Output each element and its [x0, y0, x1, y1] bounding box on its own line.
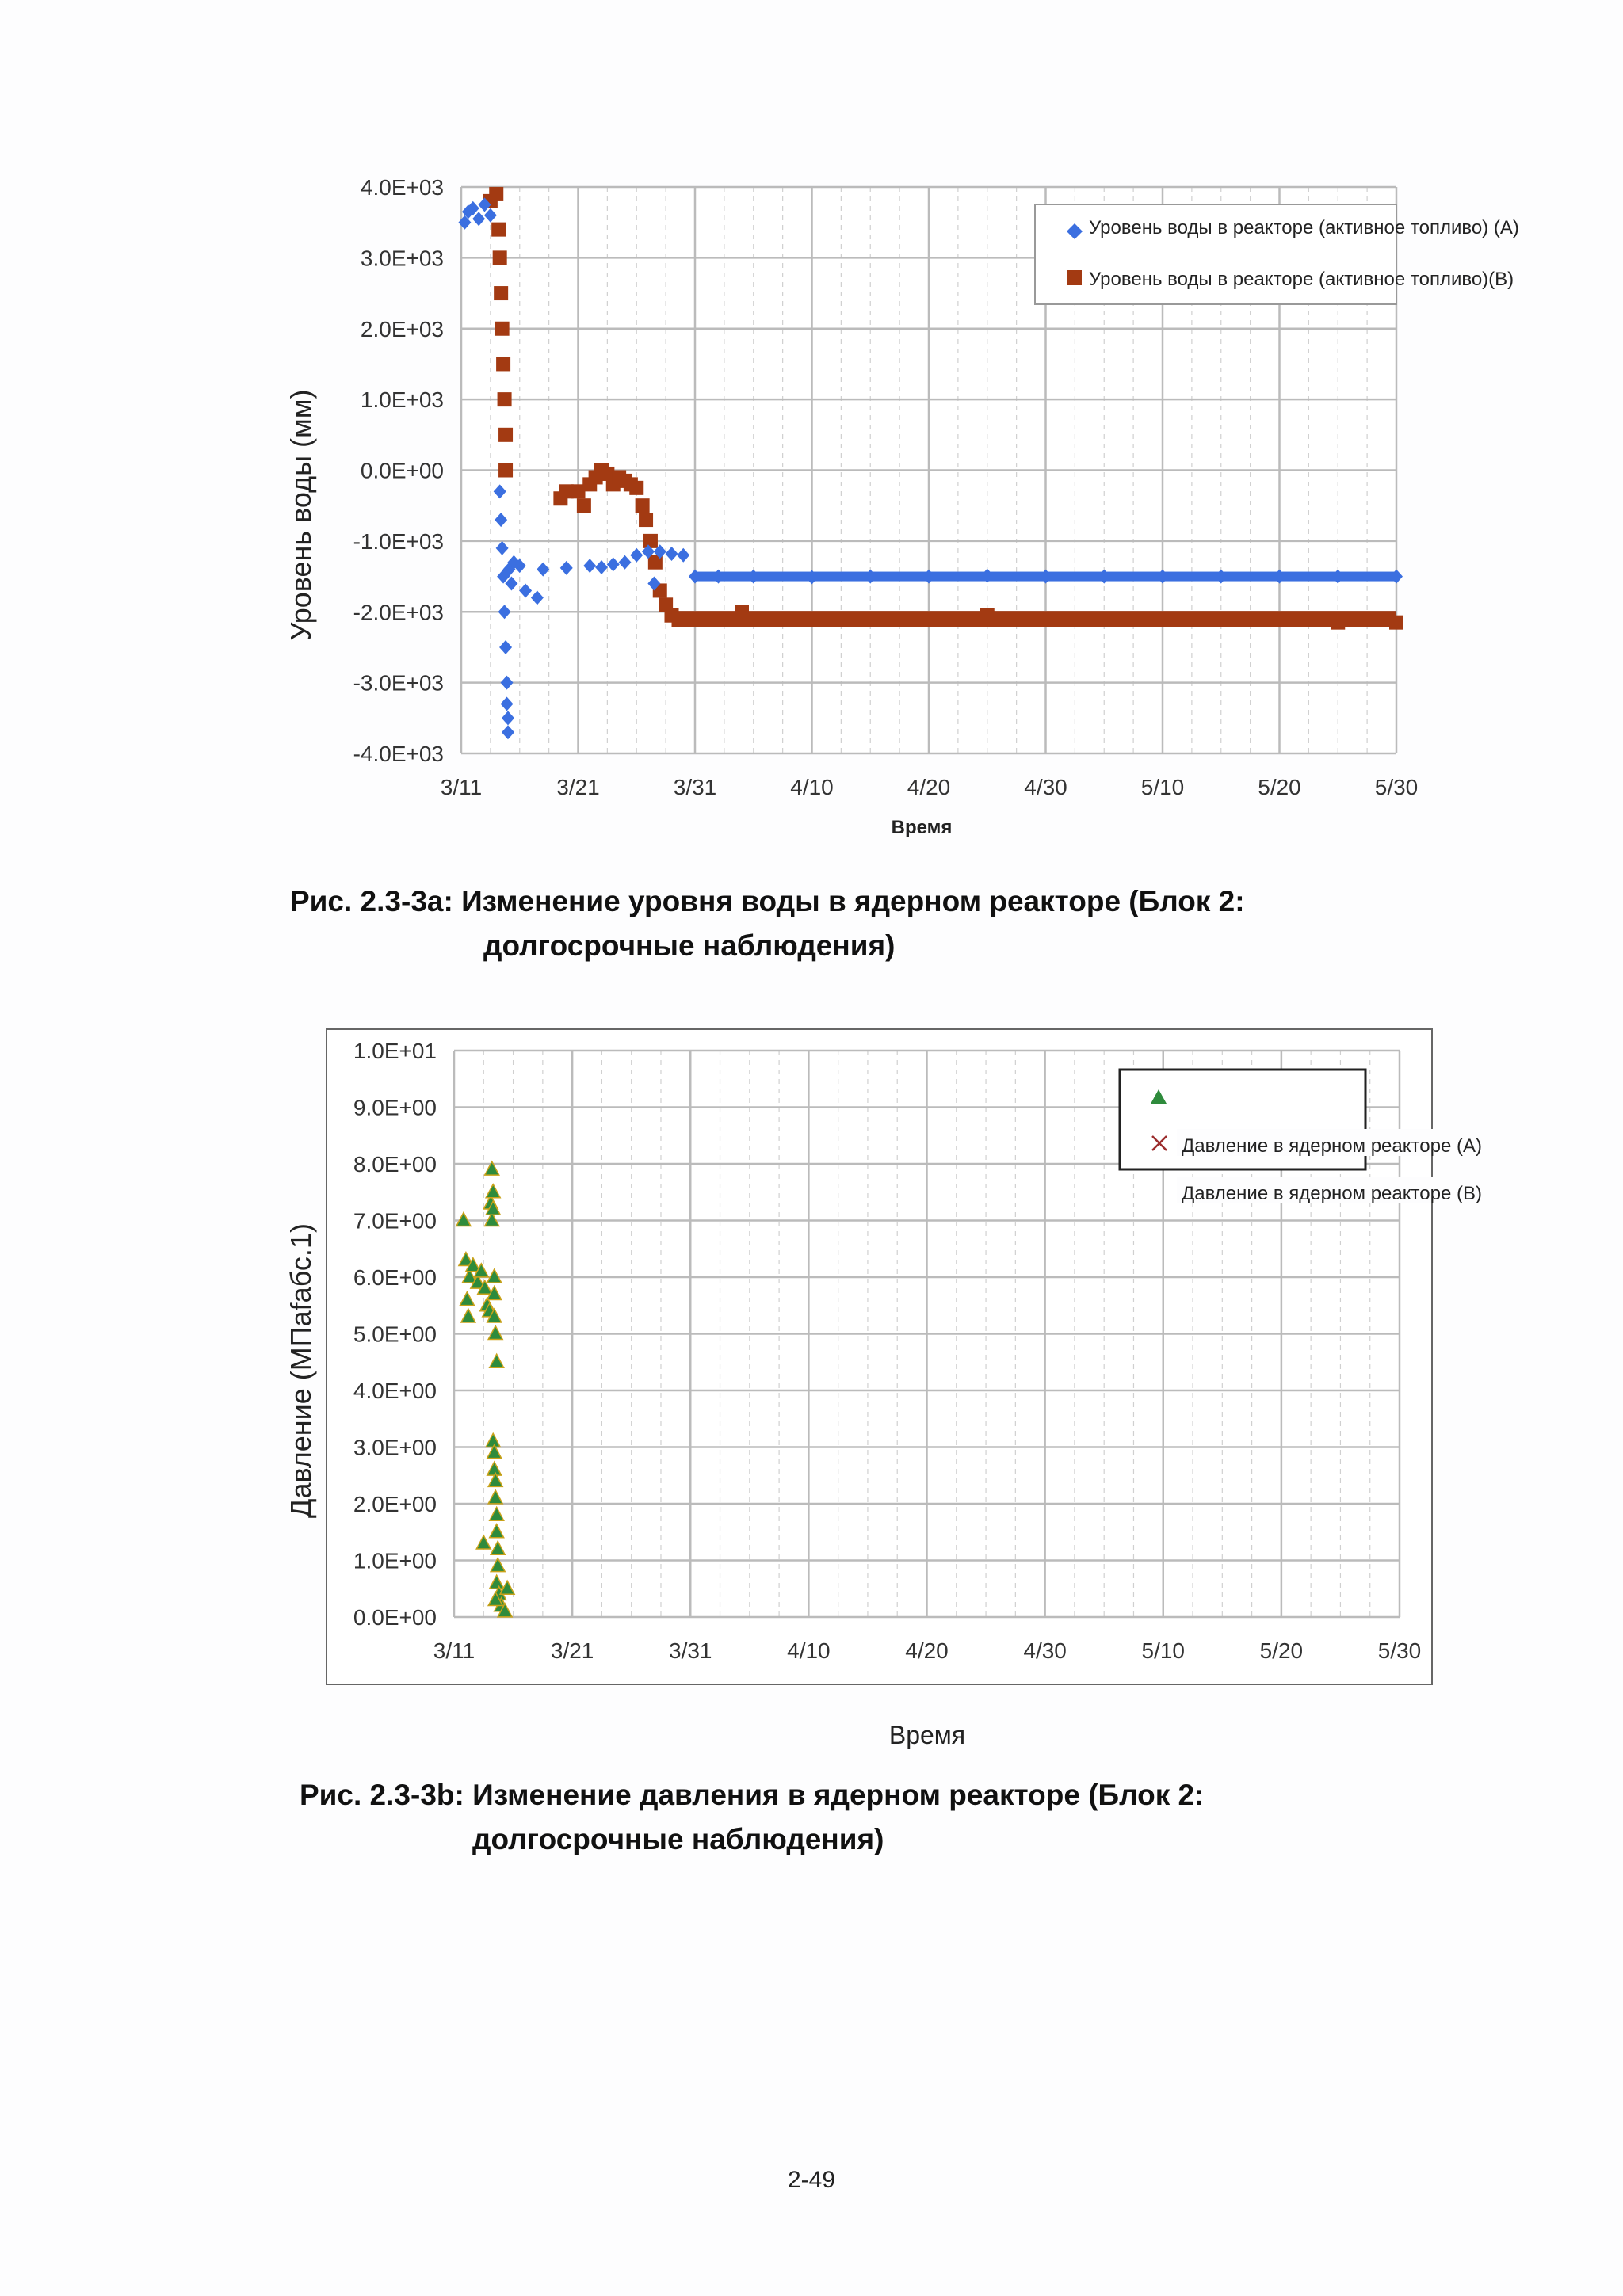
chart-b-x-tick-label: 5/10	[1141, 1638, 1185, 1663]
chart-a-x-tick-label: 4/10	[790, 775, 834, 799]
legend-a-label-b: Уровень воды в реакторе (активное топливо)(B)	[1089, 269, 1514, 290]
chart-a-point-b	[498, 428, 513, 442]
figure-b-caption-line2: долгосрочные наблюдения)	[472, 1823, 884, 1855]
legend-b-label-b: Давление в ядерном реакторе (B)	[1182, 1183, 1482, 1204]
chart-b-x-tick-label: 4/10	[787, 1638, 831, 1663]
chart-a-point-b	[577, 498, 591, 513]
legend-a-label-a: Уровень воды в реакторе (активное топливо) (A)	[1089, 217, 1519, 238]
legend-a-marker-square	[1067, 270, 1082, 285]
chart-a-x-tick-label: 5/30	[1374, 775, 1419, 799]
figure-b-caption-line1: Рис. 2.3-3b: Изменение давления в ядерном реакторе (Блок 2:	[300, 1779, 1205, 1811]
page-number: 2-49	[787, 2167, 836, 2193]
figure-b-caption	[300, 1773, 1204, 1862]
chart-b-y-tick-label: 0.0E+00	[353, 1605, 437, 1630]
chart-a-x-tick-label: 4/20	[907, 775, 951, 799]
chart-a-x-tick-label: 5/20	[1258, 775, 1301, 799]
legend-b-label-a: Давление в ядерном реакторе (A)	[1182, 1135, 1482, 1157]
chart-a-y-tick-label: 0.0E+00	[360, 458, 444, 483]
chart-b-ylabel: Давление (МПаfабс.1)	[285, 1223, 317, 1518]
chart-a-y-tick-label: -3.0E+03	[353, 670, 444, 696]
chart-a-point-b	[643, 534, 658, 548]
chart-a-point-b	[493, 250, 507, 265]
chart-b-y-tick-label: 7.0E+00	[353, 1208, 437, 1234]
chart-a-point-b	[495, 322, 510, 336]
chart-a-point-b	[639, 513, 653, 527]
chart-b-x-tick-label: 5/20	[1259, 1638, 1304, 1663]
chart-a-ylabel: Уровень воды (мм)	[285, 389, 317, 641]
chart-a-y-tick-label: -4.0E+03	[353, 742, 444, 766]
chart-b-x-tick-label: 3/31	[669, 1638, 712, 1663]
chart-a-x-tick-label: 3/21	[556, 775, 600, 799]
chart-b-y-tick-label: 3.0E+00	[353, 1435, 437, 1460]
figure-a-caption	[290, 879, 1245, 968]
chart-a-x-tick-label: 3/11	[440, 775, 483, 799]
chart-a-x-tick-label: 5/10	[1140, 775, 1185, 799]
chart-a-point-b	[498, 463, 513, 478]
chart-a	[0, 0, 1623, 895]
chart-a-x-tick-label: 4/30	[1024, 775, 1067, 799]
chart-a-point-b	[491, 223, 506, 237]
figure-a-caption-line1: Рис. 2.3-3a: Изменение уровня воды в ядерном реакторе (Блок 2:	[290, 885, 1245, 917]
chart-b-x-tick-label: 4/20	[905, 1638, 949, 1663]
chart-b-x-tick-label: 5/30	[1377, 1638, 1422, 1663]
chart-b-y-tick-label: 8.0E+00	[353, 1152, 437, 1177]
chart-b-y-tick-label: 1.0E+00	[353, 1548, 437, 1573]
chart-b-xlabel: Время	[888, 1721, 966, 1749]
chart-b-x-tick-label: 3/21	[550, 1638, 594, 1663]
chart-a-y-tick-label: -2.0E+03	[353, 600, 444, 625]
chart-b-y-tick-label: 9.0E+00	[353, 1095, 437, 1120]
chart-a-x-tick-label: 3/31	[673, 775, 717, 799]
chart-b-y-tick-label: 1.0E+01	[353, 1039, 437, 1063]
chart-a-y-tick-label: -1.0E+03	[353, 528, 444, 554]
chart-a-point-b	[494, 286, 508, 300]
chart-b	[0, 998, 1623, 1711]
figure-a-caption-line2: долгосрочные наблюдения)	[483, 929, 896, 962]
chart-a-band-b	[672, 611, 1397, 627]
chart-a-y-tick-label: 1.0E+03	[360, 387, 444, 413]
chart-a-point-b	[629, 481, 643, 495]
chart-b-x-tick-label: 3/11	[433, 1638, 475, 1663]
chart-b-x-tick-label: 4/30	[1023, 1638, 1067, 1663]
chart-a-y-tick-label: 4.0E+03	[360, 175, 444, 200]
chart-b-y-tick-label: 2.0E+00	[353, 1492, 437, 1516]
chart-a-point-b	[496, 357, 510, 371]
chart-a-legend	[1035, 204, 1519, 304]
chart-a-point-b	[636, 498, 650, 513]
chart-b-y-tick-label: 5.0E+00	[353, 1322, 437, 1347]
chart-a-xlabel: Время	[891, 817, 953, 838]
chart-b-y-tick-label: 6.0E+00	[353, 1265, 437, 1290]
chart-a-point-b	[489, 187, 503, 201]
chart-a-point-b	[498, 392, 512, 406]
chart-a-y-tick-label: 3.0E+03	[360, 246, 444, 271]
chart-a-band-a	[695, 572, 1396, 582]
chart-a-y-tick-label: 2.0E+03	[360, 316, 444, 341]
chart-b-y-tick-label: 4.0E+00	[353, 1379, 437, 1403]
